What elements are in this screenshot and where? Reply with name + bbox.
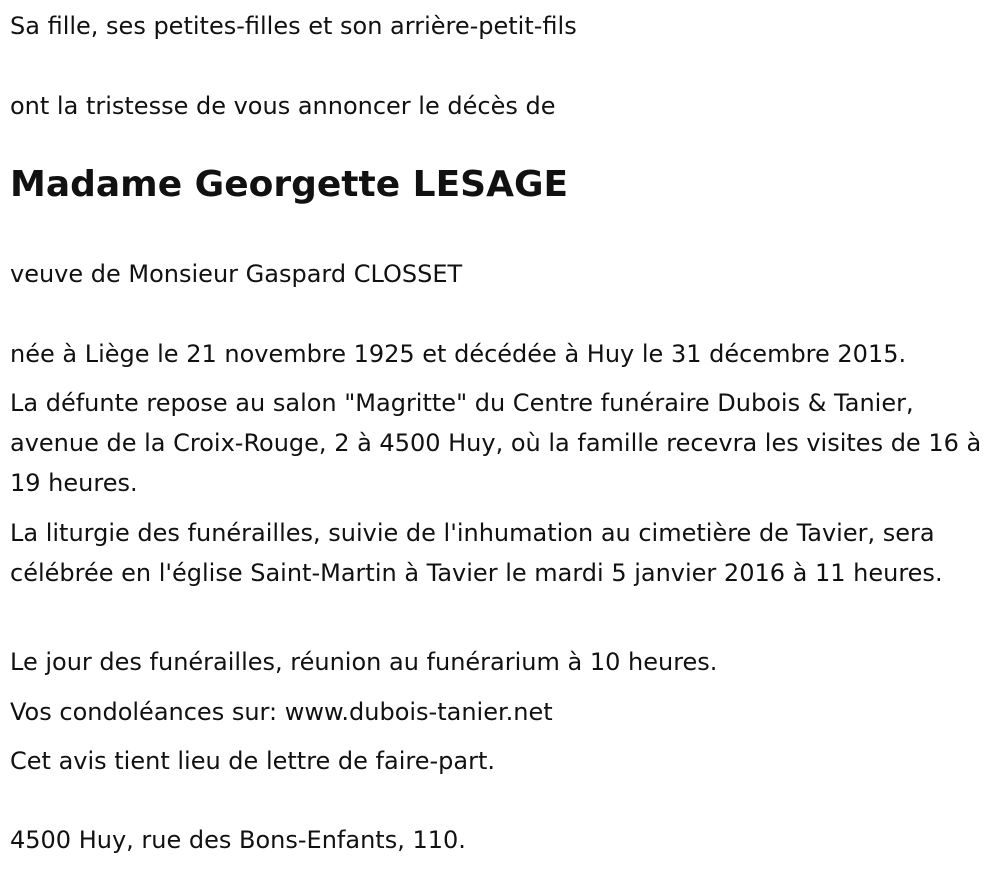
rest-location-paragraph: La défunte repose au salon "Magritte" du Centre funéraire Dubois & Tanier, avenue de la Croix-Rouge, 2 à 4500 Huy, où la famille recevra les visites de 16 à 19 heures. bbox=[10, 389, 982, 497]
address-text: 4500 Huy, rue des Bons-Enfants, 110. bbox=[10, 826, 466, 854]
birth-death-text: née à Liège le 21 novembre 1925 et décédée à Huy le 31 décembre 2015. bbox=[10, 340, 907, 368]
notice-note-text: Cet avis tient lieu de lettre de faire-part. bbox=[10, 747, 495, 775]
announcement-text: ont la tristesse de vous annoncer le décès de bbox=[10, 92, 556, 120]
deceased-name: Madame Georgette LESAGE bbox=[10, 164, 569, 205]
liturgy-paragraph: La liturgie des funérailles, suivie de l'inhumation au cimetière de Tavier, sera célébrée en l'église Saint-Martin à Tavier le mardi 5 janvier 2016 à 11 heures. bbox=[10, 519, 943, 587]
spouse-text: veuve de Monsieur Gaspard CLOSSET bbox=[10, 260, 463, 288]
condolences-text: Vos condoléances sur: www.dubois-tanier.net bbox=[10, 698, 553, 726]
intro-text: Sa fille, ses petites-filles et son arrière-petit-fils bbox=[10, 12, 577, 40]
meeting-text: Le jour des funérailles, réunion au funérarium à 10 heures. bbox=[10, 648, 718, 676]
